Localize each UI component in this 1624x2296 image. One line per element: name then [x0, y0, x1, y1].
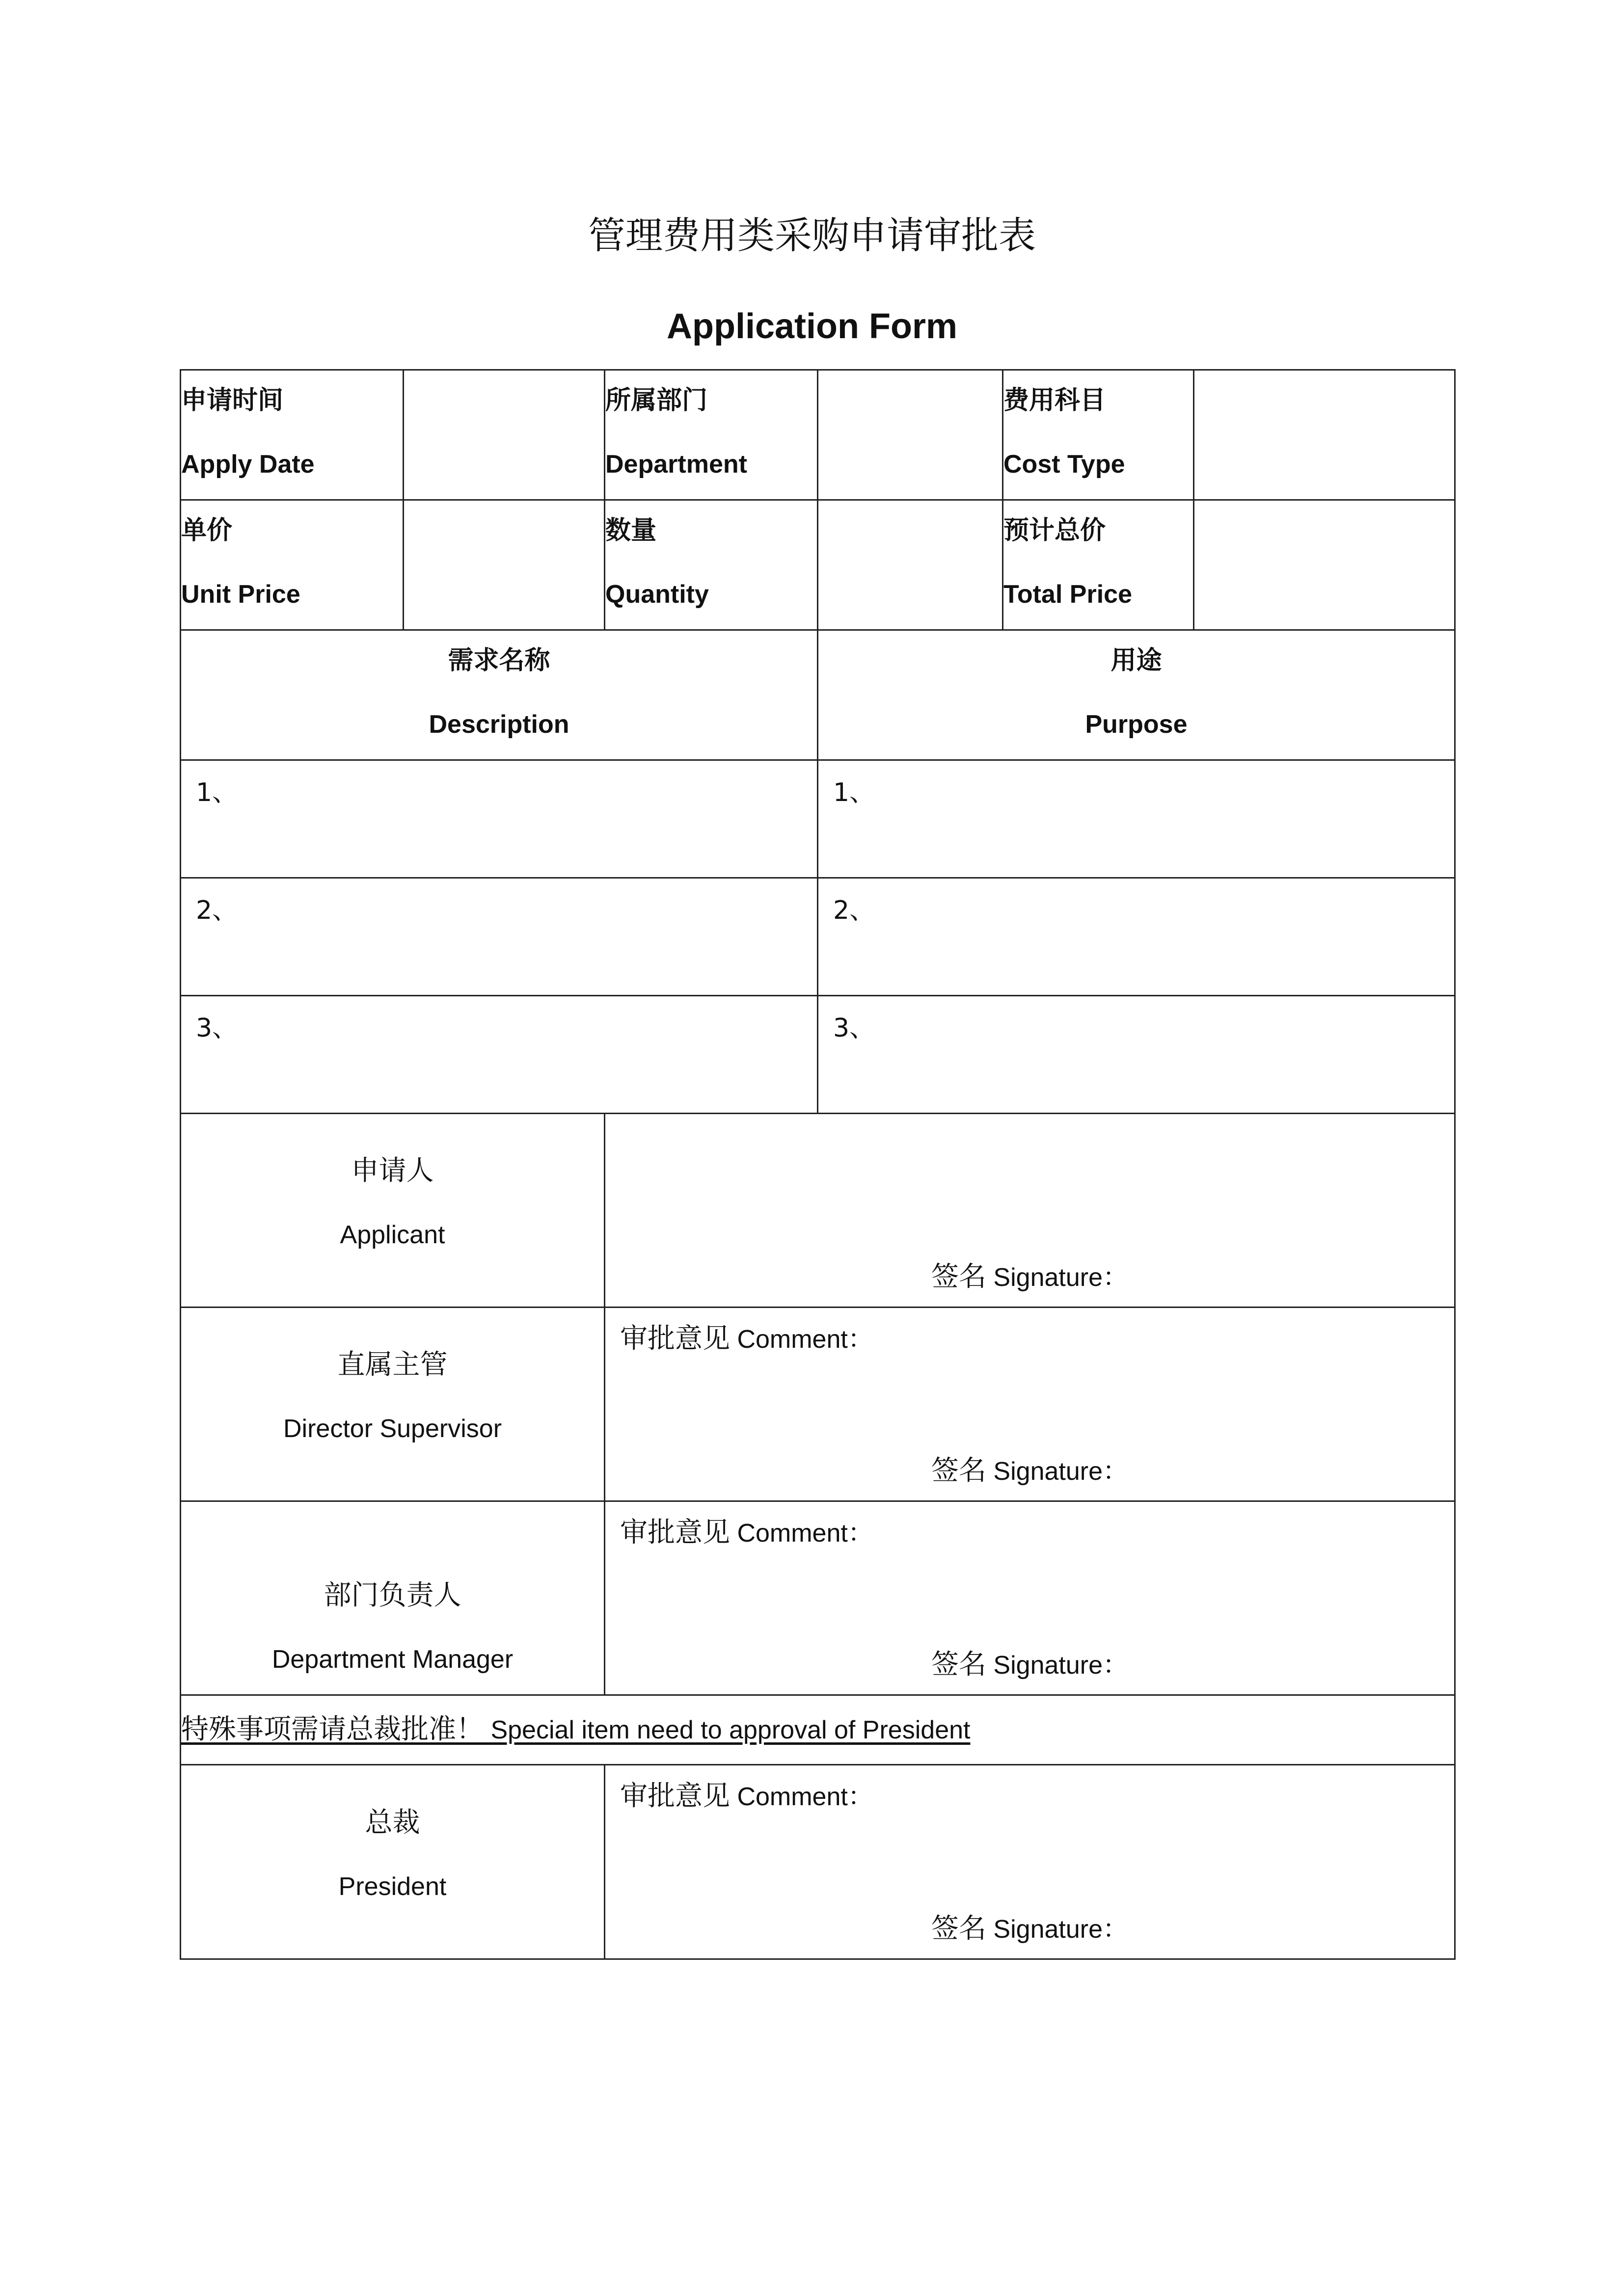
- manager-row: [181, 1501, 1455, 1695]
- supervisor-comment-field[interactable]: [605, 1308, 1455, 1501]
- applicant-row: [181, 1114, 1455, 1308]
- description-field-1[interactable]: 1、: [181, 760, 818, 878]
- purpose-field-2[interactable]: 2、: [818, 878, 1455, 996]
- application-form-table: [180, 369, 1456, 1960]
- item-row: [181, 760, 1455, 878]
- unit-price-field[interactable]: [404, 500, 605, 630]
- president-signature-label: 签名 Signature：: [931, 1913, 1129, 1945]
- manager-comment-field[interactable]: [605, 1501, 1455, 1695]
- description-field-2[interactable]: 2、: [181, 878, 818, 996]
- apply-date-field[interactable]: [404, 370, 605, 500]
- quantity-field[interactable]: [818, 500, 1003, 630]
- applicant-signature-field[interactable]: [605, 1114, 1455, 1308]
- row-price-quantity-total: [181, 500, 1455, 630]
- department-field[interactable]: [818, 370, 1003, 500]
- purpose-header: 用途 Purpose: [818, 630, 1455, 760]
- president-row: [181, 1765, 1455, 1959]
- row-item-headers: [181, 630, 1455, 760]
- president-comment-label: 审批意见 Comment：: [620, 1780, 873, 1812]
- president-label: 总裁 President: [181, 1765, 605, 1959]
- cost-type-field[interactable]: [1194, 370, 1455, 500]
- unit-price-label: 单价 Unit Price: [181, 500, 404, 630]
- manager-label: 部门负责人 Department Manager: [181, 1501, 605, 1695]
- item-row: [181, 878, 1455, 996]
- supervisor-label: 直属主管 Director Supervisor: [181, 1308, 605, 1501]
- row-date-department-cost: [181, 370, 1455, 500]
- president-comment-field[interactable]: [605, 1765, 1455, 1959]
- applicant-label: 申请人 Applicant: [181, 1114, 605, 1308]
- supervisor-signature-label: 签名 Signature：: [931, 1455, 1129, 1487]
- manager-comment-label: 审批意见 Comment：: [620, 1517, 873, 1548]
- form-title-chinese: 管理费用类采购申请审批表: [588, 214, 1036, 257]
- total-price-label: 预计总价 Total Price: [1003, 500, 1194, 630]
- department-label: 所属部门 Department: [605, 370, 818, 500]
- cost-type-label: 费用科目 Cost Type: [1003, 370, 1194, 500]
- description-field-3[interactable]: 3、: [181, 996, 818, 1114]
- purpose-field-3[interactable]: 3、: [818, 996, 1455, 1114]
- form-title-english: Application Form: [667, 307, 957, 346]
- item-row: [181, 996, 1455, 1114]
- quantity-label: 数量 Quantity: [605, 500, 818, 630]
- applicant-signature-label: 签名 Signature：: [931, 1261, 1129, 1293]
- total-price-field[interactable]: [1194, 500, 1455, 630]
- description-header: 需求名称 Description: [181, 630, 818, 760]
- manager-signature-label: 签名 Signature：: [931, 1649, 1129, 1681]
- special-note: 特殊事项需请总裁批准！ Special item need to approval of President: [181, 1695, 1455, 1765]
- supervisor-row: [181, 1308, 1455, 1501]
- special-note-row: [181, 1695, 1455, 1765]
- supervisor-comment-label: 审批意见 Comment：: [620, 1323, 873, 1355]
- purpose-field-1[interactable]: 1、: [818, 760, 1455, 878]
- apply-date-label: 申请时间 Apply Date: [181, 370, 404, 500]
